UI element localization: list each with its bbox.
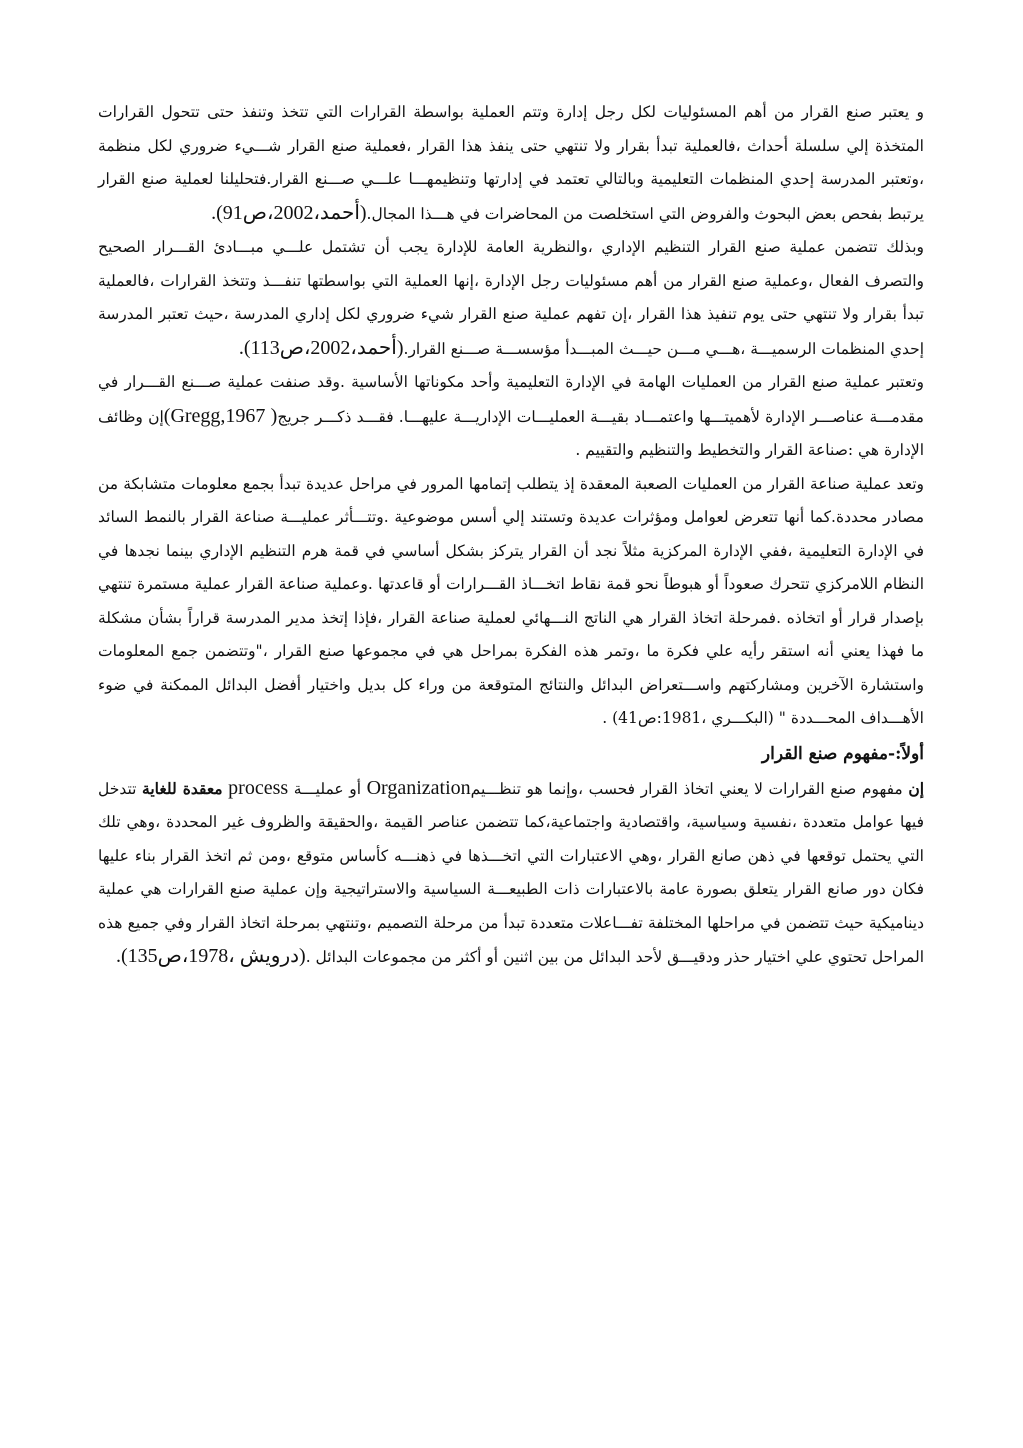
paragraph-5-text-b: أو عمليـــة: [293, 779, 362, 798]
paragraph-1-text: و يعتبر صنع القرار من أهم المسئوليات لكل رجل إدارة وتتم العملية بواسطة القرارات التي تتخذ وتنفذ حتى تتحول القرارات المتخذة إلي سلسلة أحداث ،فالعملية تبدأ بقرار ولا تنتهي حتى ينفذ هذا القرار ،فعملية صنع القرار شـــيء ضروري لكل منظمة ،وتعتبر المدرسة إحدي المنظمات التعليمية وبالتالي تعتمد في إدارتها وتنظيمهـــا علـــي صـــنع القرار.فتحليلنا لعملية صنع القرار يرتبط بفحص بعض البحوث والفروض التي استخلصت من المحاضرات في هـــذا المجال.: [98, 103, 924, 223]
citation-gregg: (Gregg,1967 ): [163, 404, 278, 427]
citation-3: (درويش ،1978،ص135).: [115, 945, 306, 967]
paragraph-3: [98, 366, 924, 468]
paragraph-3-tail: إن وظائف الإدارة هي :صناعة القرار والتخطيط والتنظيم والتقييم .: [98, 407, 924, 459]
term-organization: Organization: [366, 776, 471, 799]
paragraph-5-text-a: مفهوم صنع القرارات لا يعني اتخاذ القرار فحسب ،وإنما هو تنظـــيم: [470, 779, 903, 798]
document-page: [98, 96, 924, 975]
paragraph-5-bold: معقدة للغاية: [142, 778, 223, 798]
section-heading: أولاً:-مفهوم صنع القرار: [761, 743, 924, 764]
paragraph-4-text: وتعد عملية صناعة القرار من العمليات الصعبة المعقدة إذ يتطلب إتمامها المرور في مراحل عديدة تبدأ بجمع معلومات متشابكة من مصادر محددة.كما أنها تتعرض لعوامل ومؤثرات عديدة وتستند إلي أسس موضوعية .وتتـــأثر عمليـــة صناعة القرار بالنمط السائد في الإدارة التعليمية ،ففي الإدارة المركزية مثلاً نجد أن القرار يتركز بشكل أساسي في قمة هرم التنظيم الإداري بينما نجدها في النظام اللامركزي تتحرك صعوداً أو هبوطاً نحو قمة نقاط اتخـــاذ القـــرارات أو قاعدتها .وعملية صناعة القرار عملية مستمرة تنتهي بإصدار قرار أو اتخاذه .فمرحلة اتخاذ القرار هي الناتج النـــهائي لعملية صناعة القرار ،فإذا إتخذ مدير المدرسة قراراً بشأن مشكلة ما فهذا يعني أنه استقر رأيه علي فكرة ما ،وتمر هذه الفكرة بمراحل هي في مجموعها صنع القرار ،"وتتضمن جمع المعلومات واستشارة الآخرين ومشاركتهم واســـتعراض البدائل والنتائج المتوقعة من وراء كل بديل واختيار أفضل البدائل الممكنة في ضوء الأهـــداف المحـــددة " (البكـــري ،1981:ص41) .: [98, 474, 924, 727]
citation-2: (أحمد،2002،ص113).: [238, 336, 404, 359]
paragraph-1: [98, 96, 924, 231]
paragraph-2: [98, 231, 924, 366]
term-process: process: [228, 776, 289, 799]
paragraph-4: [98, 468, 924, 736]
paragraph-5-lead: إن: [908, 778, 925, 798]
paragraph-5-text-c: تتدخل فيها عوامل متعددة ،نفسية وسياسية، واقتصادية واجتماعية،كما تتضمن عناصر القيمة ،والحقيقة والظروف غير المحددة ،وهي تلك التي يحتمل توقعها في ذهن صانع القرار ،وهي الاعتبارات التي اتخـــذها في ذهنـــه كأساس متوقع ،ومن ثم اتخذ القرار بناء عليها فكان دور صانع القرار يتعلق بصورة عامة بالاعتبارات ذات الطبيعـــة السياسية والاستراتيجية وإن عملية صنع القرارات هي عملية ديناميكية حيث تتضمن في مراحلها المختلفة تفـــاعلات متعددة تبدأ من مرحلة التصميم ،وتنتهي بمرحلة اتخاذ القرار وفي جميع هذه المراحل تحتوي علي اختيار حذر ودقيـــق لأحد البدائل من بين اثنين أو أكثر من مجموعات البدائل .: [98, 779, 924, 966]
paragraph-2-text: وبذلك تتضمن عملية صنع القرار التنظيم الإداري ،والنظرية العامة للإدارة يجب أن تشتمل علـــي مبـــادئ القـــرار الصحيح والتصرف الفعال ،وعملية صنع القرار من أهم مسئوليات رجل الإدارة ،إنها العملية التي بواسطتها تنفـــذ وتتخذ القرارات ،فالعملية تبدأ بقرار ولا تنتهي حتى يوم تنفيذ هذا القرار ،إن تفهم عملية صنع القرار شيء ضروري لكل إداري المدرسة ،حيث تعتبر المدرسة إحدي المنظمات الرسميـــة ،هـــي مـــن حيـــث المبـــدأ مؤسســـة صـــنع القرار.: [98, 238, 924, 358]
citation-1: (أحمد،2002،ص91).: [211, 201, 367, 224]
paragraph-3-text: وتعتبر عملية صنع القرار من العمليات الهامة في الإدارة التعليمية وأحد مكوناتها الأساسية .وقد صنفت عملية صـــنع القـــرار في مقدمـــة عناصـــر الإدارة لأهميتـــها واعتمـــاد بقيـــة العمليـــات الإداريـــة عليهـــا. فقـــد ذكـــر جريج: [98, 373, 924, 426]
paragraph-5: [98, 772, 924, 975]
